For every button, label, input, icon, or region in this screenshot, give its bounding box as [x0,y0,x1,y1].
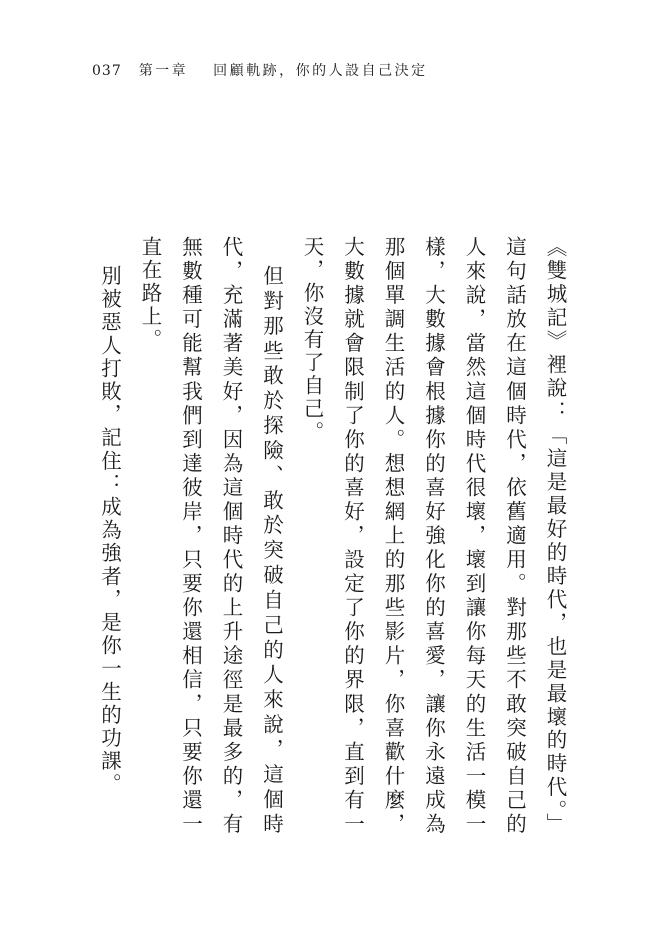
paragraph-3: 別被惡人打敗，記住：成為強者，是你一生的功課。 [97,264,122,796]
body-text [97,236,575,836]
running-head [92,64,428,78]
paragraph-2: 但對那些敢於探險、敢於突破自己的人來說，這個時代，充滿著美好，因為這個時代的上升途徑是最多的，有無數種可能幫我們到達彼岸，只要你還相信，只要你還一直在路上。 [138,236,284,836]
page-number: 037 [92,63,122,79]
chapter-title: 回顧軌跡，你的人設自己決定 [213,63,428,79]
chapter-label: 第一章 [138,63,189,79]
paragraph-1: 《雙城記》裡說：「這是最好的時代，也是最壞的時代。」這句話放在這個時代，依舊適用。對那些不敢突破自己的人來說，當然這個時代很壞，壞到讓你每天的生活一模一樣，大數據會根據你的喜好強化你的喜愛，讓你永遠成為那個單調生活的人。想想網上的那些影片，你喜歡什麼，大數據就會限制了你的喜好，設定了你的界限，直到有一天，你沒有了自己。 [300,236,567,836]
